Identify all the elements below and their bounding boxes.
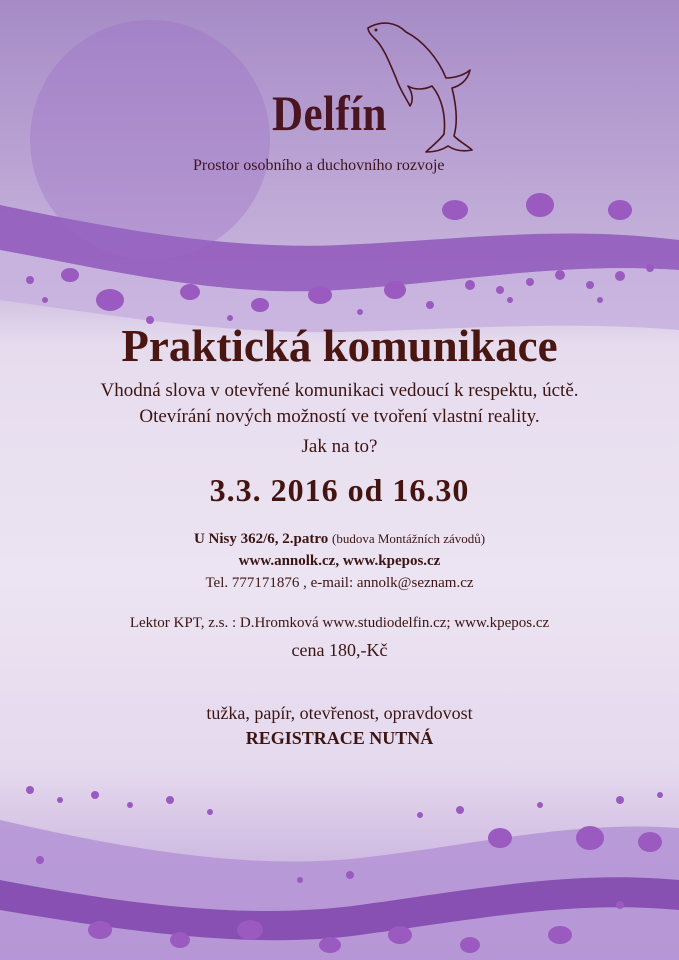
event-title: Praktická komunikace bbox=[121, 321, 558, 371]
header bbox=[0, 0, 679, 230]
registration: REGISTRACE NUTNÁ bbox=[245, 728, 434, 748]
address-note: (budova Montážních závodů) bbox=[332, 531, 486, 546]
needs: tužka, papír, otevřenost, opravdovost bbox=[206, 703, 473, 723]
price: cena 180,-Kč bbox=[291, 640, 388, 660]
websites: www.annolk.cz, www.kpepos.cz bbox=[238, 553, 441, 569]
address: U Nisy 362/6, 2.patro bbox=[193, 531, 329, 547]
lektor: Lektor KPT, z.s. : D.Hromková www.studiodelfin.cz; www.kpepos.cz bbox=[129, 615, 550, 631]
event-question: Jak na to? bbox=[301, 436, 378, 457]
tagline: Prostor osobního a duchovního rozvoje bbox=[193, 157, 445, 174]
contact-info bbox=[0, 528, 679, 594]
contact: Tel. 777171876 , e-mail: annolk@seznam.cz bbox=[205, 575, 474, 591]
subtitle-line-2: Otevírání nových možností ve tvoření vlastní reality. bbox=[139, 406, 540, 427]
event-subtitle bbox=[0, 378, 679, 430]
address-line bbox=[0, 528, 679, 550]
subtitle-line-1: Vhodná slova v otevřené komunikaci vedoucí k respektu, úctě. bbox=[100, 380, 579, 401]
brand-name: Delfín bbox=[272, 85, 387, 141]
event-date: 3.3. 2016 od 16.30 bbox=[209, 472, 470, 508]
event-content bbox=[0, 318, 679, 750]
